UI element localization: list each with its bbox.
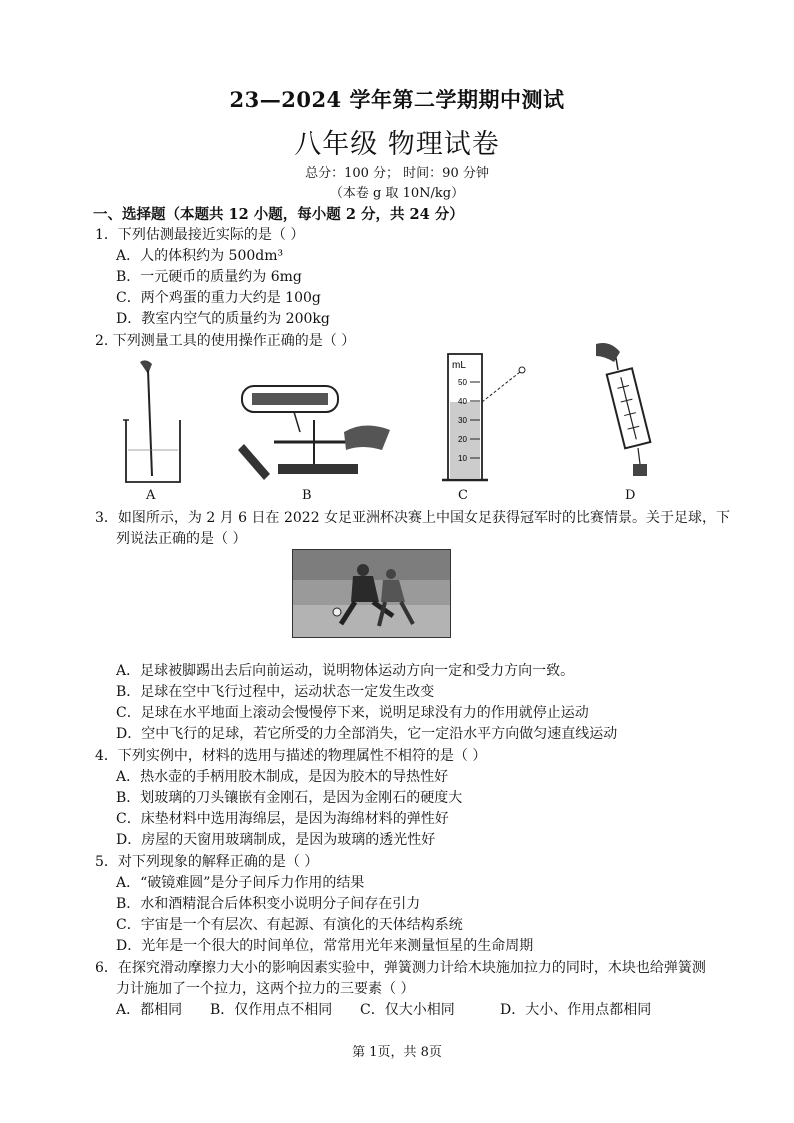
figure-b-label: B — [302, 488, 312, 503]
question-5-option-a: A．“破镜难圆”是分子间斥力作用的结果 — [116, 875, 365, 891]
cylinder-tick-label: 10 — [458, 454, 467, 463]
figure-c-cylinder — [440, 350, 540, 490]
exam-subtitle: 八年级 物理试卷 — [294, 129, 500, 160]
question-6-option-a: A．都相同 — [116, 1002, 183, 1018]
question-1-option-a: A．人的体积约为 500dm³ — [116, 248, 284, 264]
question-3-option-d: D．空中飞行的足球，若它所受的力全部消失，它一定沿水平方向做匀速直线运动 — [116, 726, 618, 742]
question-6-option-b: B．仅作用点不相同 — [210, 1002, 333, 1018]
exam-note: （本卷 g 取 10N/kg） — [329, 186, 465, 201]
question-4-stem: 4．下列实例中，材料的选用与描述的物理属性不相符的是（ ） — [95, 748, 487, 764]
exam-meta: 总分：100 分； 时间：90 分钟 — [305, 166, 489, 181]
question-6-option-c: C．仅大小相同 — [360, 1002, 455, 1018]
question-5-stem: 5．对下列现象的解释正确的是（ ） — [95, 854, 319, 870]
question-6-stem-cont: 力计施加了一个拉力，这两个拉力的三要素（ ） — [116, 981, 415, 997]
question-4-option-a: A．热水壶的手柄用胶木制成，是因为胶木的导热性好 — [116, 769, 449, 785]
cylinder-tick-label: 30 — [458, 416, 467, 425]
question-5-option-c: C．宇宙是一个有层次、有起源、有演化的天体结构系统 — [116, 917, 463, 933]
question-3-stem: 3．如图所示，为 2 月 6 日在 2022 女足亚洲杯决赛上中国女足获得冠军时的比赛情景。关于足球，下 — [95, 510, 731, 526]
cylinder-unit: mL — [452, 360, 466, 371]
question-3-option-b: B．足球在空中飞行过程中，运动状态一定发生改变 — [116, 684, 435, 700]
figure-c-label: C — [458, 488, 468, 503]
figure-d-spring-scale — [590, 340, 660, 490]
figure-b-balance — [234, 380, 394, 490]
question-4-option-d: D．房屋的天窗用玻璃制成，是因为玻璃的透光性好 — [116, 832, 436, 848]
question-1-stem: 1．下列估测最接近实际的是（ ） — [95, 227, 305, 243]
question-6-stem: 6．在探究滑动摩擦力大小的影响因素实验中，弹簧测力计给木块施加拉力的同时，木块也给弹簧测 — [95, 960, 706, 976]
question-6-option-d: D．大小、作用点都相同 — [500, 1002, 652, 1018]
figure-a-label: A — [146, 488, 156, 503]
question-3-option-a: A．足球被脚踢出去后向前运动，说明物体运动方向一定和受力方向一致。 — [116, 663, 575, 679]
figure-d-label: D — [625, 488, 636, 503]
cylinder-tick-label: 50 — [458, 378, 467, 387]
soccer-photo-art — [293, 550, 450, 637]
cylinder-tick-label: 40 — [458, 397, 467, 406]
question-1-option-d: D．教室内空气的质量约为 200kg — [116, 311, 330, 327]
question-2-stem: 2. 下列测量工具的使用操作正确的是（ ） — [95, 333, 356, 349]
soccer-match-photo — [292, 549, 451, 638]
exam-title: 23—2024 学年第二学期期中测试 — [229, 87, 565, 112]
question-3-stem-cont: 列说法正确的是（ ） — [116, 531, 247, 547]
question-4-option-b: B．划玻璃的刀头镶嵌有金刚石，是因为金刚石的硬度大 — [116, 790, 463, 806]
section-heading: 一、选择题（本题共 12 小题，每小题 2 分，共 24 分） — [93, 206, 464, 223]
question-1-option-c: C．两个鸡蛋的重力大约是 100g — [116, 290, 321, 306]
question-4-option-c: C．床垫材料中选用海绵层，是因为海绵材料的弹性好 — [116, 811, 449, 827]
figure-a-beaker — [118, 358, 188, 488]
question-1-option-b: B．一元硬币的质量约为 6mg — [116, 269, 302, 285]
page-footer: 第 1页，共 8页 — [352, 1045, 442, 1060]
question-3-option-c: C．足球在水平地面上滚动会慢慢停下来，说明足球没有力的作用就停止运动 — [116, 705, 589, 721]
question-5-option-b: B．水和酒精混合后体积变小说明分子间存在引力 — [116, 896, 421, 912]
cylinder-tick-label: 20 — [458, 435, 467, 444]
question-5-option-d: D．光年是一个很大的时间单位，常常用光年来测量恒星的生命周期 — [116, 938, 534, 954]
